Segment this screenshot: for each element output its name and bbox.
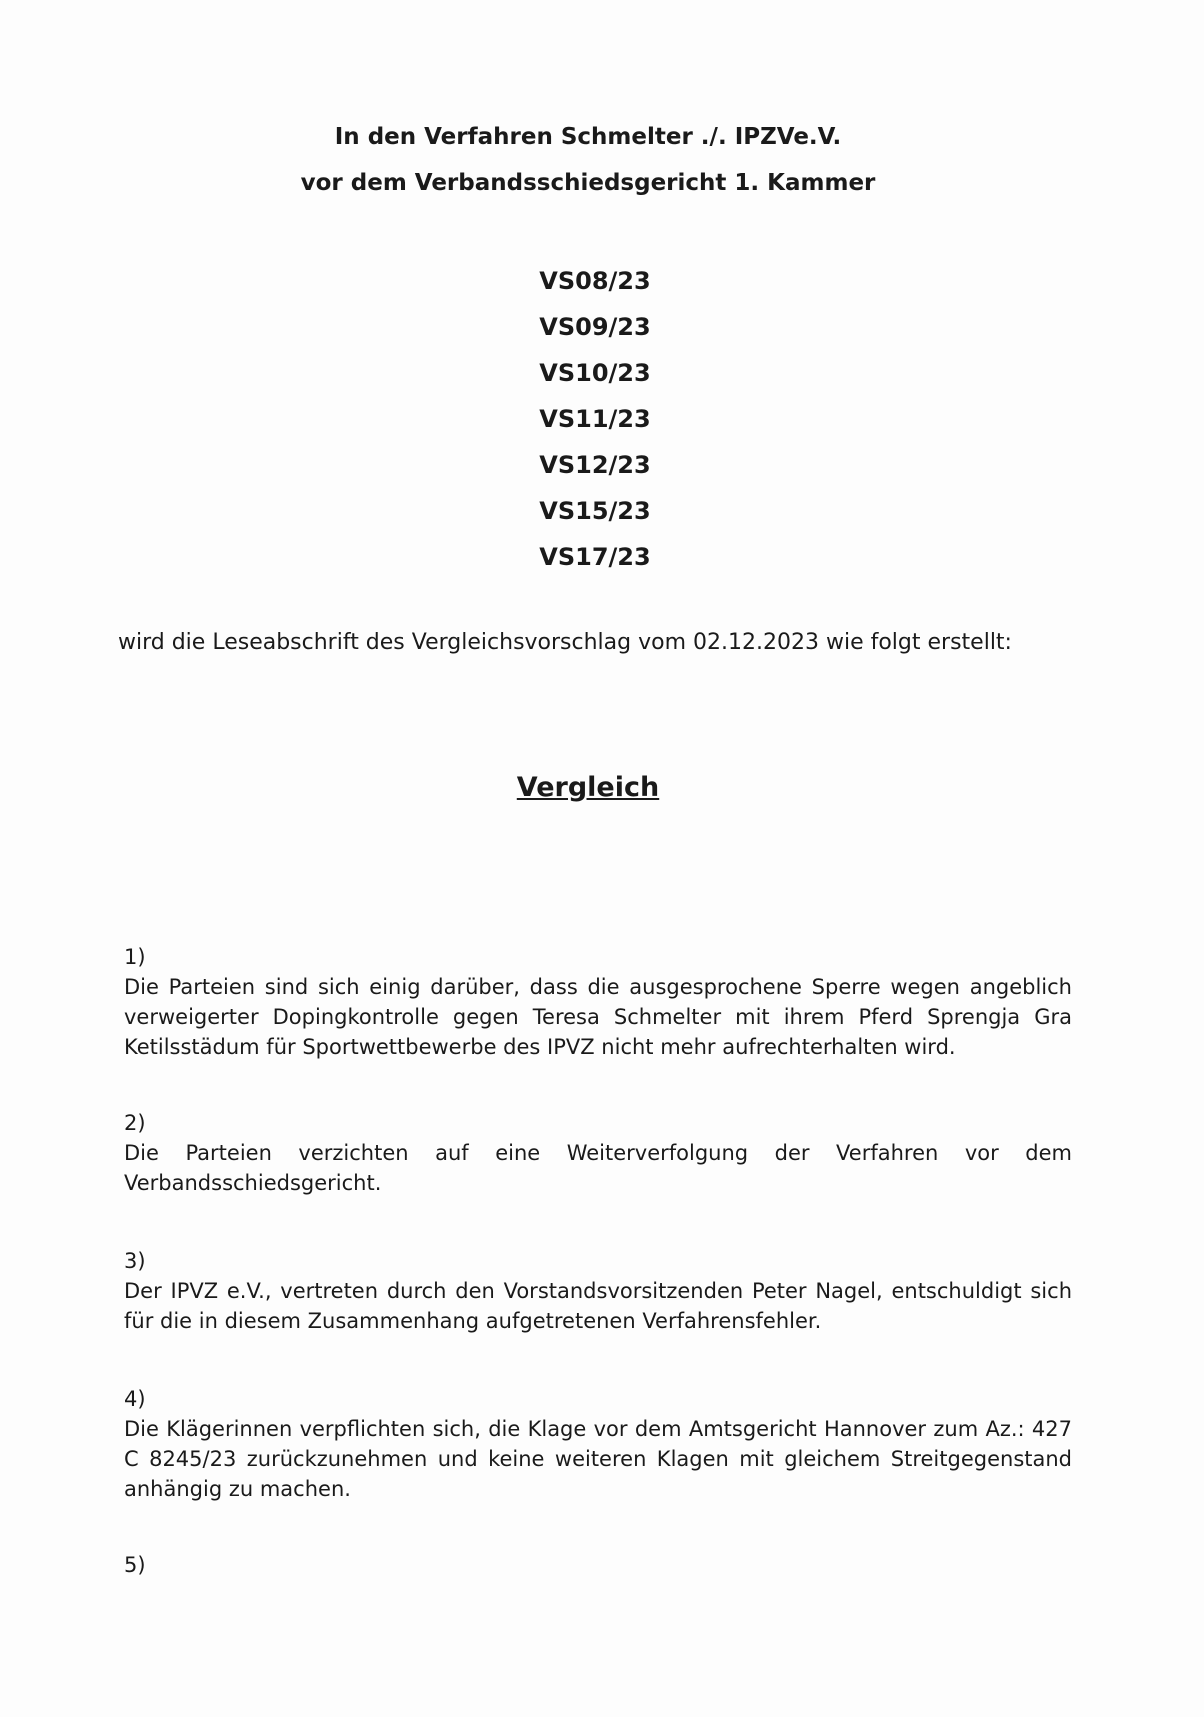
clause-5 [124, 1550, 1072, 1580]
clause-text: Die Parteien verzichten auf eine Weiterverfolgung der Verfahren vor dem Verbandsschiedsgericht. [124, 1141, 1072, 1195]
intro-sentence: wird die Leseabschrift des Vergleichsvorschlag vom 02.12.2023 wie folgt erstellt: [118, 630, 1012, 655]
clause-text: Der IPVZ e.V., vertreten durch den Vorstandsvorsitzenden Peter Nagel, entschuldigt sich für die in diesem Zusammenhang aufgetretenen Verfahrensfehler. [124, 1279, 1072, 1333]
clause-number: 5) [124, 1553, 146, 1577]
case-number: VS11/23 [539, 405, 651, 433]
clause-number: 2) [124, 1111, 146, 1135]
case-number: VS08/23 [539, 267, 651, 295]
case-number: VS17/23 [539, 543, 651, 571]
case-number: VS10/23 [539, 359, 651, 387]
clause-text: Die Parteien sind sich einig darüber, dass die ausgesprochene Sperre wegen angeblich verweigerter Dopingkontrolle gegen Teresa Schmelter mit ihrem Pferd Sprengja Gra Ketilsstädum für Sportwettbewerbe des IPVZ nicht mehr aufrechterhalten wird. [124, 975, 1072, 1059]
clause-3 [124, 1246, 1072, 1336]
case-number: VS09/23 [539, 313, 651, 341]
clause-1 [124, 942, 1072, 1062]
clause-number: 4) [124, 1387, 146, 1411]
header-line-2: vor dem Verbandsschiedsgericht 1. Kammer [300, 170, 876, 196]
clause-number: 3) [124, 1249, 146, 1273]
header-line-1: In den Verfahren Schmelter ./. IPZVe.V. [334, 124, 842, 150]
case-number: VS12/23 [539, 451, 651, 479]
case-number-list [0, 258, 1204, 580]
clause-2 [124, 1108, 1072, 1198]
case-number: VS15/23 [539, 497, 651, 525]
clause-number: 1) [124, 945, 146, 969]
clause-text: Die Klägerinnen verpflichten sich, die Klage vor dem Amtsgericht Hannover zum Az.: 427 C 8245/23 zurückzunehmen und keine weiteren Klagen mit gleichem Streitgegenstand anhängig zu machen. [124, 1417, 1072, 1501]
document-title: Vergleich [516, 772, 660, 803]
clause-4 [124, 1384, 1072, 1504]
